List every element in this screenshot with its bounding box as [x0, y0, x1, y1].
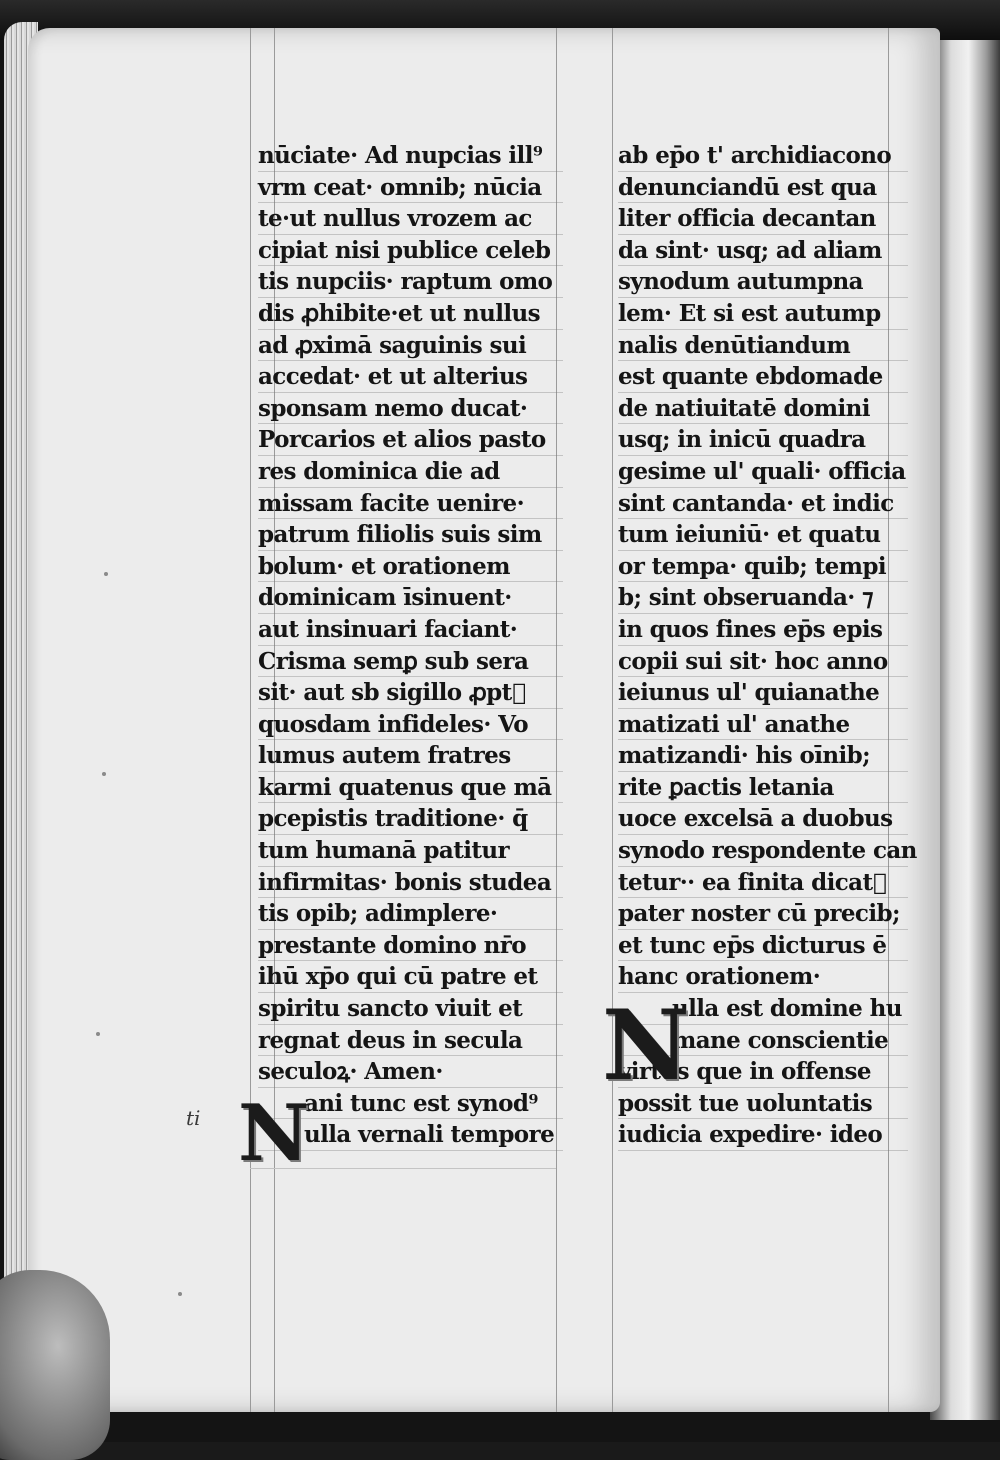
- text-line: aut insinuari faciant·: [258, 614, 563, 646]
- text-line: infirmitas· bonis studea: [258, 867, 563, 899]
- text-line: patrum filiolis suis sim: [258, 519, 563, 551]
- text-line: sint cantanda· et indic: [618, 488, 908, 520]
- text-line: karmi quatenus que mā: [258, 772, 563, 804]
- text-line: matizandi· his oīnib;: [618, 740, 908, 772]
- text-line: pcepistis traditione· q̄: [258, 803, 563, 835]
- text-line: vrm ceat· omnib; nūcia: [258, 172, 563, 204]
- text-line: de natiuitatē domini: [618, 393, 908, 425]
- prick-mark: [96, 1032, 100, 1036]
- text-line: uoce excelsā a duobus: [618, 803, 908, 835]
- text-line: pater noster cū precib;: [618, 898, 908, 930]
- ruling-vertical-right-start: [612, 28, 613, 1412]
- text-line: missam facite uenire·: [258, 488, 563, 520]
- text-line: hanc orationem·: [618, 961, 908, 993]
- text-line: quosdam infideles· Vo: [258, 709, 563, 741]
- text-line: tis nupciis· raptum omo: [258, 266, 563, 298]
- prick-mark: [104, 572, 108, 576]
- text-line: ulla est domine hu: [618, 993, 908, 1025]
- text-line: et tunc ep̄s dicturus ē: [618, 930, 908, 962]
- text-line: nalis denūtiandum: [618, 330, 908, 362]
- text-line: gesime ul' quali· officia: [618, 456, 908, 488]
- text-line: accedat· et ut alterius: [258, 361, 563, 393]
- prick-mark: [102, 772, 106, 776]
- text-line: lumus autem fratres: [258, 740, 563, 772]
- text-line: ad ꝓximā saguinis sui: [258, 330, 563, 362]
- text-line: rite ꝑactis letania: [618, 772, 908, 804]
- text-line: synodo respondente can: [618, 835, 908, 867]
- text-line: tetur·· ea finita dicat᷑: [618, 867, 908, 899]
- text-line: te·ut nullus vrozem ac: [258, 203, 563, 235]
- text-line: res dominica die ad: [258, 456, 563, 488]
- text-line: dis ꝓhibite·et ut nullus: [258, 298, 563, 330]
- text-line: or tempa· quib; tempi: [618, 551, 908, 583]
- text-line: spiritu sancto viuit et: [258, 993, 563, 1025]
- text-line: tum humanā patitur: [258, 835, 563, 867]
- text-line: regnat deus in secula: [258, 1025, 563, 1057]
- text-line: Crisma semꝑ sub sera: [258, 646, 563, 678]
- text-line: da sint· usq; ad aliam: [618, 235, 908, 267]
- text-line: denunciandū est qua: [618, 172, 908, 204]
- text-line: matizati ul' anathe: [618, 709, 908, 741]
- text-column-left: [258, 140, 563, 1151]
- ruling-vertical-left-outer: [250, 28, 251, 1412]
- text-line: ieiunus ul' quianathe: [618, 677, 908, 709]
- text-line: est quante ebdomade: [618, 361, 908, 393]
- text-line: seculoꝝ· Amen·: [258, 1056, 563, 1088]
- text-line: sit· aut sb sigillo ꝓpt᷑: [258, 677, 563, 709]
- right-binding: [930, 40, 1000, 1420]
- text-line: iudicia expedire· ideo: [618, 1119, 908, 1151]
- text-line: ab ep̄o t' archidiacono: [618, 140, 908, 172]
- text-line: copii sui sit· hoc anno: [618, 646, 908, 678]
- margin-note: ti: [186, 1106, 201, 1130]
- text-line: bolum· et orationem: [258, 551, 563, 583]
- text-line: b; sint obseruanda· ⁊: [618, 582, 908, 614]
- text-line: prestante domino nr̄o: [258, 930, 563, 962]
- text-line: nūciate· Ad nupcias ill⁹: [258, 140, 563, 172]
- text-line: lem· Et si est autump: [618, 298, 908, 330]
- text-line: ulla vernali tempore: [258, 1119, 563, 1151]
- text-line: tum ieiuniū· et quatu: [618, 519, 908, 551]
- text-line: sponsam nemo ducat·: [258, 393, 563, 425]
- text-line: liter officia decantan: [618, 203, 908, 235]
- text-line: ihū xp̄o qui cū patre et: [258, 961, 563, 993]
- text-line: usq; in inicū quadra: [618, 424, 908, 456]
- prick-mark: [178, 1292, 182, 1296]
- decorated-initial-left: N: [238, 1088, 310, 1179]
- text-line: ani tunc est synod⁹: [258, 1088, 563, 1120]
- decorated-initial-right: N: [602, 989, 690, 1102]
- text-line: possit tue uoluntatis: [618, 1088, 908, 1120]
- text-line: virtus que in offense: [618, 1056, 908, 1088]
- text-line: Porcarios et alios pasto: [258, 424, 563, 456]
- text-line: cipiat nisi publice celeb: [258, 235, 563, 267]
- text-line: tis opib; adimplere·: [258, 898, 563, 930]
- text-line: in quos fines ep̄s epis: [618, 614, 908, 646]
- thumb: [0, 1270, 110, 1460]
- text-line: synodum autumpna: [618, 266, 908, 298]
- text-line: dominicam īsinuent·: [258, 582, 563, 614]
- text-line: mane conscientie: [618, 1025, 908, 1057]
